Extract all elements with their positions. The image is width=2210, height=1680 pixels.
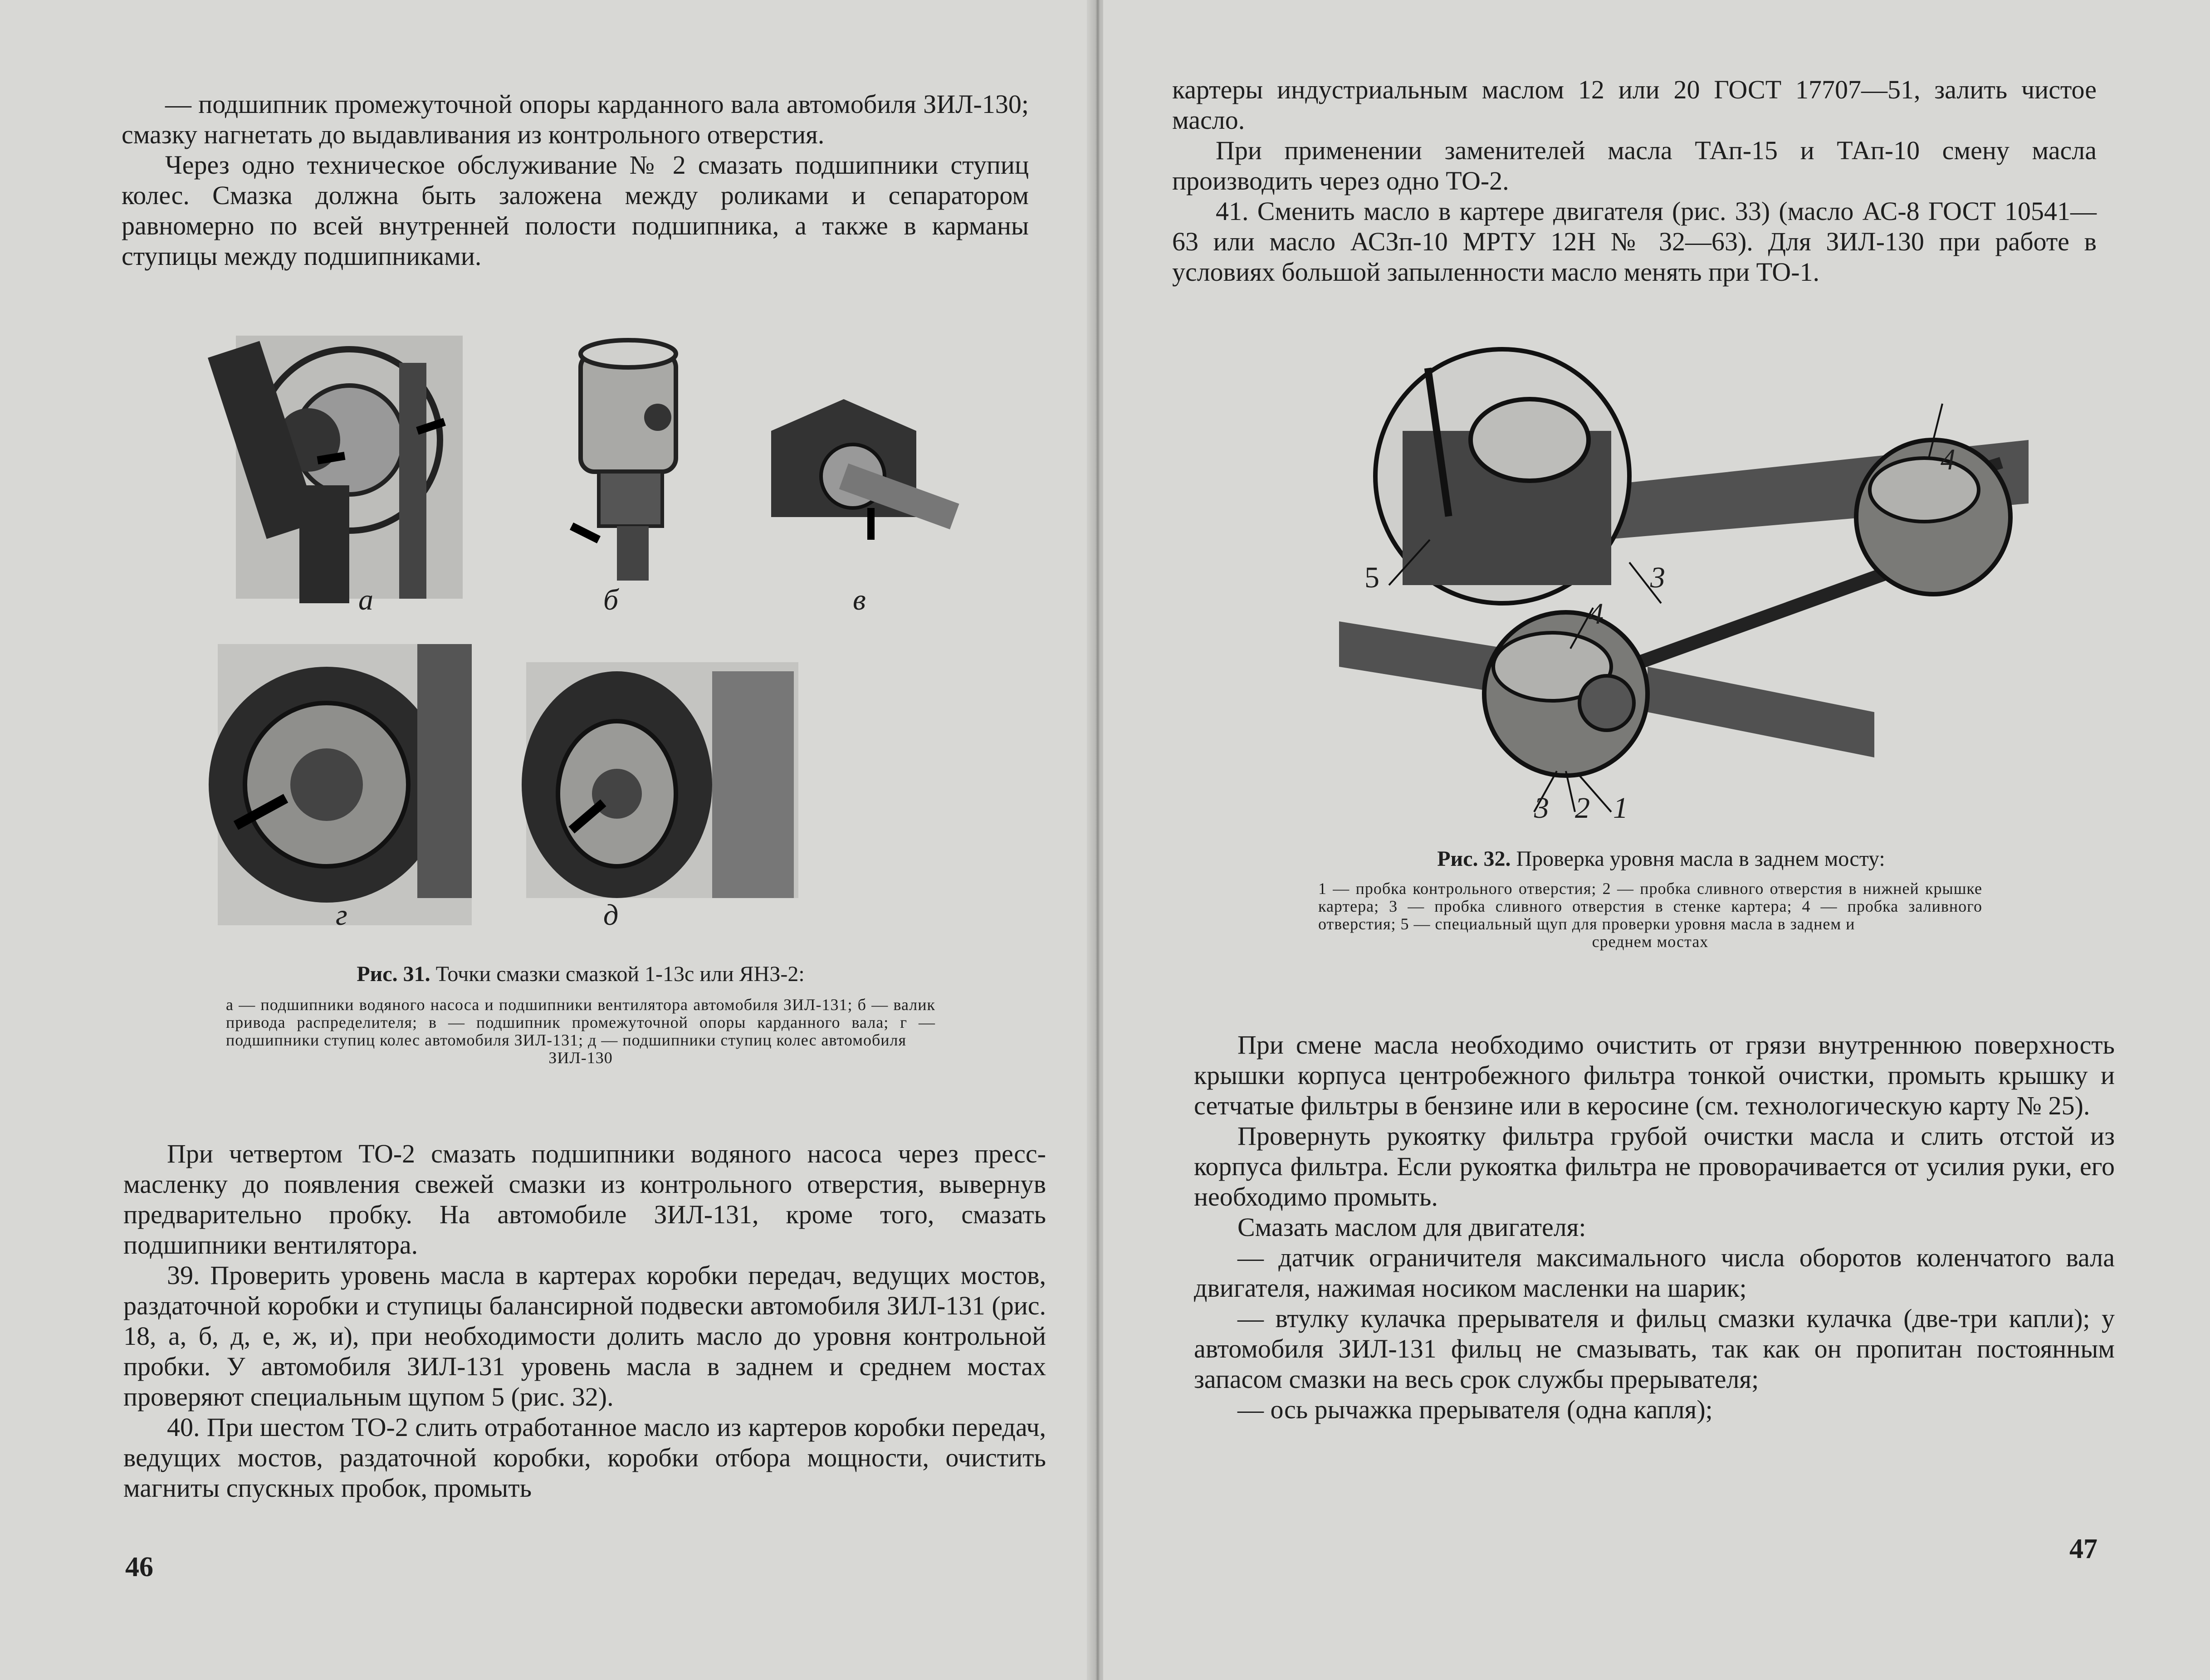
illustration-rear-axle: [1339, 349, 2029, 812]
paragraph: — датчик ограничителя максимального числа оборотов коленчатого вала двигателя, нажимая носиком масленки на шарик;: [1194, 1243, 2115, 1303]
paragraph: Провернуть рукоятку фильтра грубой очистки масла и слить отстой из корпуса фильтра. Если рукоятка фильтра не проворачивается от усилия руки, его необходимо промыть.: [1194, 1121, 2115, 1211]
illustration-wheel-hub-131: [209, 644, 472, 925]
paragraph: картеры индустриальным маслом 12 или 20 ГОСТ 17707—51, залить чистое масло.: [1172, 75, 2097, 135]
callout-2: 2: [1575, 791, 1590, 825]
illustration-distributor-drive: [572, 340, 676, 581]
illustration-intermediate-bearing: [771, 399, 959, 540]
figure-label-v: в: [853, 583, 866, 616]
paragraph: Смазать маслом для двигателя:: [1237, 1212, 1586, 1242]
figure-31-illustrations: [209, 327, 989, 943]
paragraph: 39. Проверить уровень масла в картерах коробки передач, ведущих мостов, раздаточной коробки и ступицы балансирной подвески автомобиля ЗИЛ-131 (рис. 18, а, б, д, е, ж, и), при необходимости долить масло до уровня контрольной пробки. У автомобиля ЗИЛ-131 уровень масла в заднем и среднем мостах проверяют специальным щупом 5 (рис. 32).: [123, 1260, 1046, 1411]
caption-text: Проверка уровня масла в заднем мосту:: [1516, 847, 1885, 871]
figure-label-b: б: [603, 583, 619, 616]
paragraph: 40. При шестом ТО-2 слить отработанное масло из картеров коробки передач, ведущих мостов, раздаточной коробки, коробки отбора мощности, очистить магниты спускных пробок, промыть: [123, 1412, 1046, 1503]
illustration-water-pump: [208, 336, 463, 603]
page-number-left: 46: [125, 1552, 153, 1582]
figure-31-legend: [226, 996, 935, 1067]
legend-end: среднем мостах: [1592, 933, 1709, 951]
paragraph: Через одно техническое обслуживание № 2 смазать подшипники ступиц колес. Смазка должна быть заложена между роликами и сепаратором равномерно по всей внутренней полости подшипника, а также в карманы ступицы между подшипниками.: [122, 150, 1029, 271]
legend-text: 1 — пробка контрольного отверстия; 2 — пробка сливного отверстия в нижней крышке картера; 3 — пробка сливного отверстия в стенке картера; 4 — пробка заливного отверстия; 5 — специальный щуп для проверки уровня масла в заднем и: [1318, 879, 1982, 933]
paragraph: — подшипник промежуточной опоры карданного вала автомобиля ЗИЛ-130; смазку нагнетать до выдавливания из контрольного отверстия.: [122, 89, 1029, 149]
callout-3-top: 3: [1650, 561, 1665, 594]
figure-32-caption-title: [1312, 846, 2010, 872]
paragraph: При смене масла необходимо очистить от грязи внутреннюю поверхность крышки корпуса центробежного фильтра тонкой очистки, промыть крышку и сетчатые фильтры в бензине или в керосине (см. технологическую карту № 25).: [1194, 1030, 2115, 1120]
legend-end: ЗИЛ-130: [548, 1049, 613, 1067]
left-bottom-text: [123, 1138, 1046, 1503]
page-number-right: 47: [2069, 1533, 2098, 1564]
caption-number: Рис. 32.: [1437, 847, 1511, 871]
figure-label-g: г: [336, 899, 347, 932]
caption-text: Точки смазки смазкой 1-13с или ЯНЗ-2:: [435, 962, 805, 986]
right-top-text: [1172, 74, 2097, 287]
right-page: [1103, 0, 2210, 1680]
paragraph: 41. Сменить масло в картере двигателя (рис. 33) (масло АС-8 ГОСТ 10541—63 или масло АСЗп-10 МРТУ 12Н № 32—63). Для ЗИЛ-130 при работе в условиях большой запыленности масло менять при ТО-1.: [1172, 196, 2097, 287]
legend-text: а — подшипники водяного насоса и подшипники вентилятора автомобиля ЗИЛ-131; б — валик привода распределителя; в — подшипник промежуточной опоры карданного вала; г — подшипники ступиц колес автомобиля ЗИЛ-131; д — подшипники ступиц колес автомобиля: [226, 996, 935, 1049]
callout-4-top: 4: [1941, 443, 1956, 476]
callout-4-mid: 4: [1589, 597, 1604, 630]
left-top-text: [122, 89, 1029, 271]
figure-32-legend: [1318, 880, 1982, 951]
figure-31-caption-title: [254, 962, 907, 987]
right-bottom-text: [1194, 1030, 2115, 1425]
paragraph: При применении заменителей масла ТАп-15 и ТАп-10 смену масла производить через одно ТО-2.: [1172, 136, 2097, 195]
paragraph: — втулку кулачка прерывателя и фильц смазки кулачка (две-три капли); у автомобиля ЗИЛ-131 фильц не смазывать, так как он пропитан постоянным запасом смазки на весь срок службы прерывателя;: [1194, 1304, 2115, 1394]
illustration-wheel-hub-130: [522, 662, 798, 898]
paragraph: При четвертом ТО-2 смазать подшипники водяного насоса через пресс-масленку до появления свежей смазки из контрольного отверстия, вывернув предварительно пробку. На автомобиле ЗИЛ-131, кроме того, смазать подшипники вентилятора.: [123, 1139, 1046, 1260]
callout-3-bottom: 3: [1534, 791, 1549, 825]
figure-label-d: д: [603, 899, 619, 932]
left-page: [0, 0, 1092, 1680]
callout-1: 1: [1613, 791, 1628, 825]
paragraph: — ось рычажка прерывателя (одна капля);: [1237, 1395, 1713, 1424]
figure-32-illustration: [1339, 349, 2029, 830]
callout-5: 5: [1364, 561, 1379, 594]
figure-label-a: а: [358, 583, 373, 616]
caption-number: Рис. 31.: [357, 962, 430, 986]
